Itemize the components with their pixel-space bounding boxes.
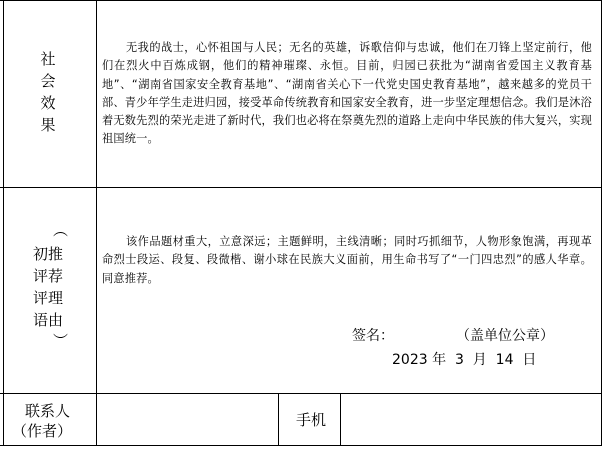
column-divider [96,0,97,446]
social-effect-label [0,48,96,136]
social-effect-text: 无我的战士，心怀祖国与人民；无名的英雄，诉歌信仰与忠诚，他们在刀锋上坚定前行，他们在烈火中百炼成钢，他们的精神璀璨、永恒。目前，归园已获批为“湖南省爱国主义教育基地”、“湖南省国家安全教育基地”、“湖南省关心下一代党史国史教育基地”，越来越多的党员干部、青少年学生走进归园，接受革命传统教育和国家安全教育，进一步坚定理想信念。我们是沐浴着无数先烈的荣光走进了新时代，我们也必将在祭奠先烈的道路上走向中华民族的伟大复兴，实现祖国统一。 [102,41,592,146]
table-border-bottom [0,445,602,446]
label-char: 会 [40,72,56,90]
seal-label: （盖单位公章） [456,328,554,344]
phone-field[interactable] [341,394,601,445]
contact-name-field[interactable] [97,394,278,445]
signature-label: 签名： [352,328,394,344]
label-row: 评理 [32,289,63,307]
label-row: 初推 [32,245,63,263]
contact-label-line2: （作者） [12,422,73,440]
table-border-top [0,0,602,1]
row-divider-1 [0,187,602,188]
label-char: 效 [40,94,56,112]
paren-open: （ [51,222,69,237]
date: 2023 年 3 月 14 日 [392,352,537,368]
label-row: 评荐 [32,267,63,285]
contact-divider [278,393,279,446]
paren-close: ） [51,333,69,348]
phone-label: 手机 [296,411,327,429]
label-char: 果 [40,116,56,134]
label-row: 语由 [32,311,63,329]
recommendation-label [0,243,96,331]
recommendation-text: 该作品题材重大，立意深远；主题鲜明，主线清晰；同时巧抓细节，人物形象饱满，再现革命烈士段运、段复、段微楷、谢小球在民族大义面前，用生命书写了“一门四忠烈”的感人华章。同意推荐。 [102,235,592,285]
contact-label-line1: 联系人 [25,402,71,420]
label-char: 社 [40,50,56,68]
